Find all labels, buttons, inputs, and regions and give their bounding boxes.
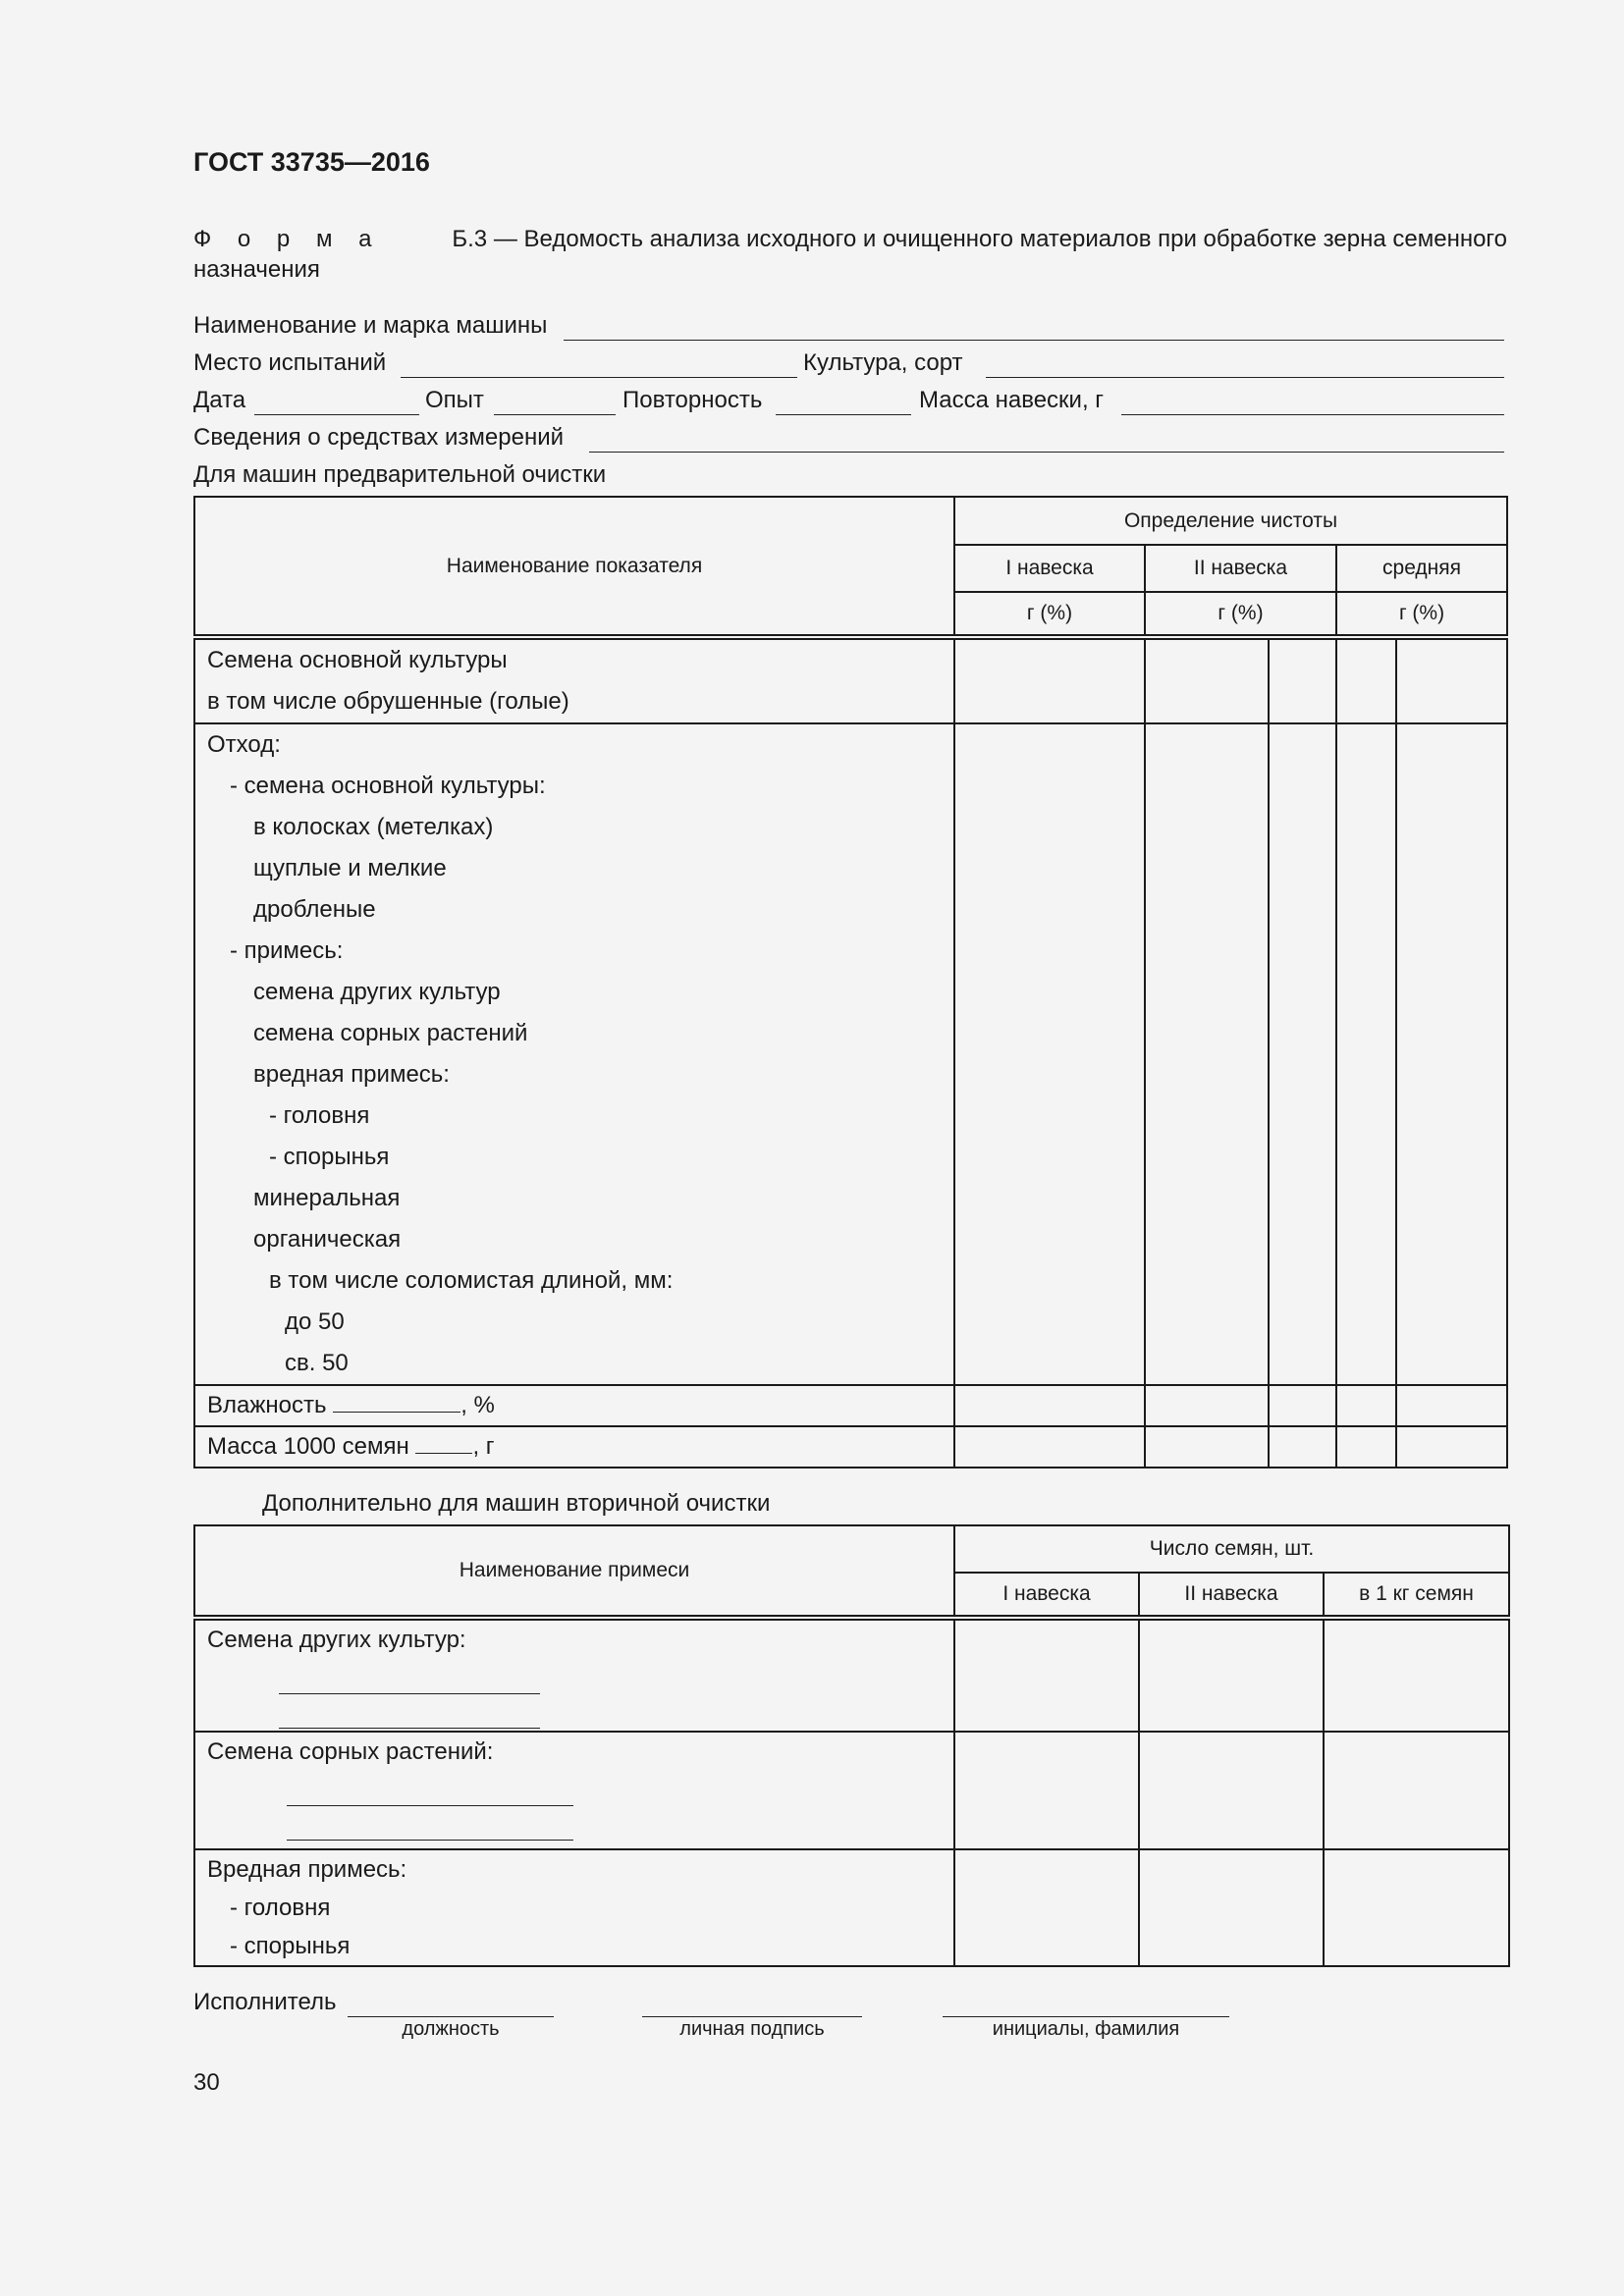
humidity-unit: , %: [460, 1392, 495, 1418]
row-label: Отход:: [207, 731, 281, 758]
signature-field[interactable]: [642, 2016, 862, 2017]
data-cell[interactable]: [954, 1385, 1145, 1426]
mass1000-cell: [194, 1426, 954, 1468]
row-label: в том числе обрушенные (голые): [207, 688, 569, 715]
data-cell[interactable]: [1336, 1426, 1396, 1468]
seed-count-header: Число семян, шт.: [954, 1525, 1509, 1573]
sample-mass-label: Масса навески, г: [919, 387, 1105, 413]
data-cell[interactable]: [1396, 637, 1507, 723]
row-label: - головня: [269, 1102, 370, 1129]
data-cell[interactable]: [954, 723, 1145, 1385]
row-label: Семена других культур:: [207, 1627, 466, 1653]
data-cell[interactable]: [1139, 1618, 1324, 1732]
name-field[interactable]: [943, 2016, 1229, 2017]
data-cell[interactable]: [1269, 723, 1336, 1385]
data-cell[interactable]: [954, 637, 1145, 723]
row-label: св. 50: [285, 1350, 349, 1376]
form-caption: [193, 224, 1507, 285]
row-label: - спорынья: [269, 1144, 390, 1170]
row-label: до 50: [285, 1308, 345, 1335]
data-cell[interactable]: [1145, 1385, 1269, 1426]
name-caption: инициалы, фамилия: [992, 2018, 1180, 2040]
data-cell[interactable]: [1396, 1426, 1507, 1468]
mass1000-unit: , г: [472, 1433, 495, 1460]
mass1000-blank[interactable]: [415, 1433, 472, 1454]
purity-table: [193, 496, 1508, 1468]
row-label: органическая: [253, 1226, 402, 1253]
data-cell[interactable]: [1145, 1426, 1269, 1468]
row-label: - примесь:: [230, 937, 344, 964]
entry-line[interactable]: [279, 1660, 540, 1694]
form-title: Б.3 — Ведомость анализа исходного и очищенного материалов при обработке зерна семенного: [452, 226, 1507, 252]
sample2-header: II навеска: [1145, 545, 1336, 592]
experiment-label: Опыт: [425, 387, 484, 413]
signature-caption: личная подпись: [679, 2018, 825, 2040]
row-label: семена сорных растений: [253, 1020, 528, 1046]
page-number: 30: [193, 2069, 220, 2096]
sample2-header: II навеска: [1139, 1573, 1324, 1618]
form-word: Ф о р м а: [193, 226, 382, 252]
data-cell[interactable]: [954, 1426, 1145, 1468]
harmful-cell: [194, 1849, 954, 1966]
entry-line[interactable]: [287, 1806, 573, 1841]
entry-line[interactable]: [279, 1694, 540, 1729]
row-label: дробленые: [253, 896, 376, 923]
other-crops-cell: [194, 1618, 954, 1732]
data-cell[interactable]: [1269, 1385, 1336, 1426]
weed-seeds-cell: [194, 1732, 954, 1849]
document-id: ГОСТ 33735—2016: [193, 147, 430, 177]
row-label: - спорынья: [230, 1933, 351, 1959]
data-cell[interactable]: [1336, 637, 1396, 723]
secondary-title: Дополнительно для машин вторичной очистки: [262, 1490, 771, 1517]
indicator-name-header: Наименование показателя: [194, 497, 954, 637]
mass1000-label: Масса 1000 семян: [207, 1433, 409, 1460]
data-cell[interactable]: [1269, 1426, 1336, 1468]
experiment-field[interactable]: [494, 414, 616, 415]
row-label: минеральная: [253, 1185, 401, 1211]
row-label: Семена основной культуры: [207, 647, 508, 673]
data-cell[interactable]: [954, 1732, 1139, 1849]
crop-field[interactable]: [986, 377, 1504, 378]
data-cell[interactable]: [1324, 1732, 1509, 1849]
data-cell[interactable]: [954, 1849, 1139, 1966]
place-field[interactable]: [401, 377, 797, 378]
data-cell[interactable]: [1324, 1849, 1509, 1966]
executor-label: Исполнитель: [193, 1989, 337, 2015]
data-cell[interactable]: [1396, 723, 1507, 1385]
data-cell[interactable]: [1336, 1385, 1396, 1426]
impurity-table: [193, 1524, 1510, 1967]
position-caption: должность: [402, 2018, 500, 2040]
row-label: семена других культур: [253, 979, 501, 1005]
impurity-name-header: Наименование примеси: [194, 1525, 954, 1618]
humidity-cell: [194, 1385, 954, 1426]
machine-label: Наименование и марка машины: [193, 312, 548, 339]
repeat-field[interactable]: [776, 414, 911, 415]
date-label: Дата: [193, 387, 246, 413]
sample-mass-field[interactable]: [1121, 414, 1504, 415]
humidity-blank[interactable]: [333, 1392, 460, 1413]
sample1-header: I навеска: [954, 1573, 1139, 1618]
waste-cell: [194, 723, 954, 1385]
data-cell[interactable]: [1139, 1732, 1324, 1849]
unit-header: г (%): [1336, 592, 1507, 637]
main-crop-cell: [194, 637, 954, 723]
sample1-header: I навеска: [954, 545, 1145, 592]
per-kg-header: в 1 кг семян: [1324, 1573, 1509, 1618]
row-label: щуплые и мелкие: [253, 855, 447, 881]
data-cell[interactable]: [1396, 1385, 1507, 1426]
row-label: - семена основной культуры:: [230, 773, 546, 799]
instruments-field[interactable]: [589, 452, 1504, 453]
place-label: Место испытаний: [193, 349, 387, 376]
machine-field[interactable]: [564, 340, 1504, 341]
pre-clean-label: Для машин предварительной очистки: [193, 461, 607, 488]
unit-header: г (%): [954, 592, 1145, 637]
data-cell[interactable]: [954, 1618, 1139, 1732]
row-label: - головня: [230, 1895, 331, 1921]
row-label: в колосках (метелках): [253, 814, 494, 840]
data-cell[interactable]: [1324, 1618, 1509, 1732]
data-cell[interactable]: [1269, 637, 1336, 723]
row-label: в том числе соломистая длиной, мм:: [269, 1267, 674, 1294]
data-cell[interactable]: [1145, 637, 1269, 723]
unit-header: г (%): [1145, 592, 1336, 637]
crop-label: Культура, сорт: [803, 349, 963, 376]
humidity-label: Влажность: [207, 1392, 327, 1418]
data-cell[interactable]: [1145, 723, 1269, 1385]
purity-header: Определение чистоты: [954, 497, 1507, 545]
data-cell[interactable]: [1336, 723, 1396, 1385]
date-field[interactable]: [254, 414, 419, 415]
repeat-label: Повторность: [623, 387, 763, 413]
average-header: средняя: [1336, 545, 1507, 592]
entry-line[interactable]: [287, 1772, 573, 1806]
row-label: вредная примесь:: [253, 1061, 450, 1088]
row-label: Вредная примесь:: [207, 1856, 407, 1883]
data-cell[interactable]: [1139, 1849, 1324, 1966]
position-field[interactable]: [348, 2016, 554, 2017]
form-title-continued: назначения: [193, 256, 320, 283]
row-label: Семена сорных растений:: [207, 1738, 494, 1765]
instruments-label: Сведения о средствах измерений: [193, 424, 565, 451]
